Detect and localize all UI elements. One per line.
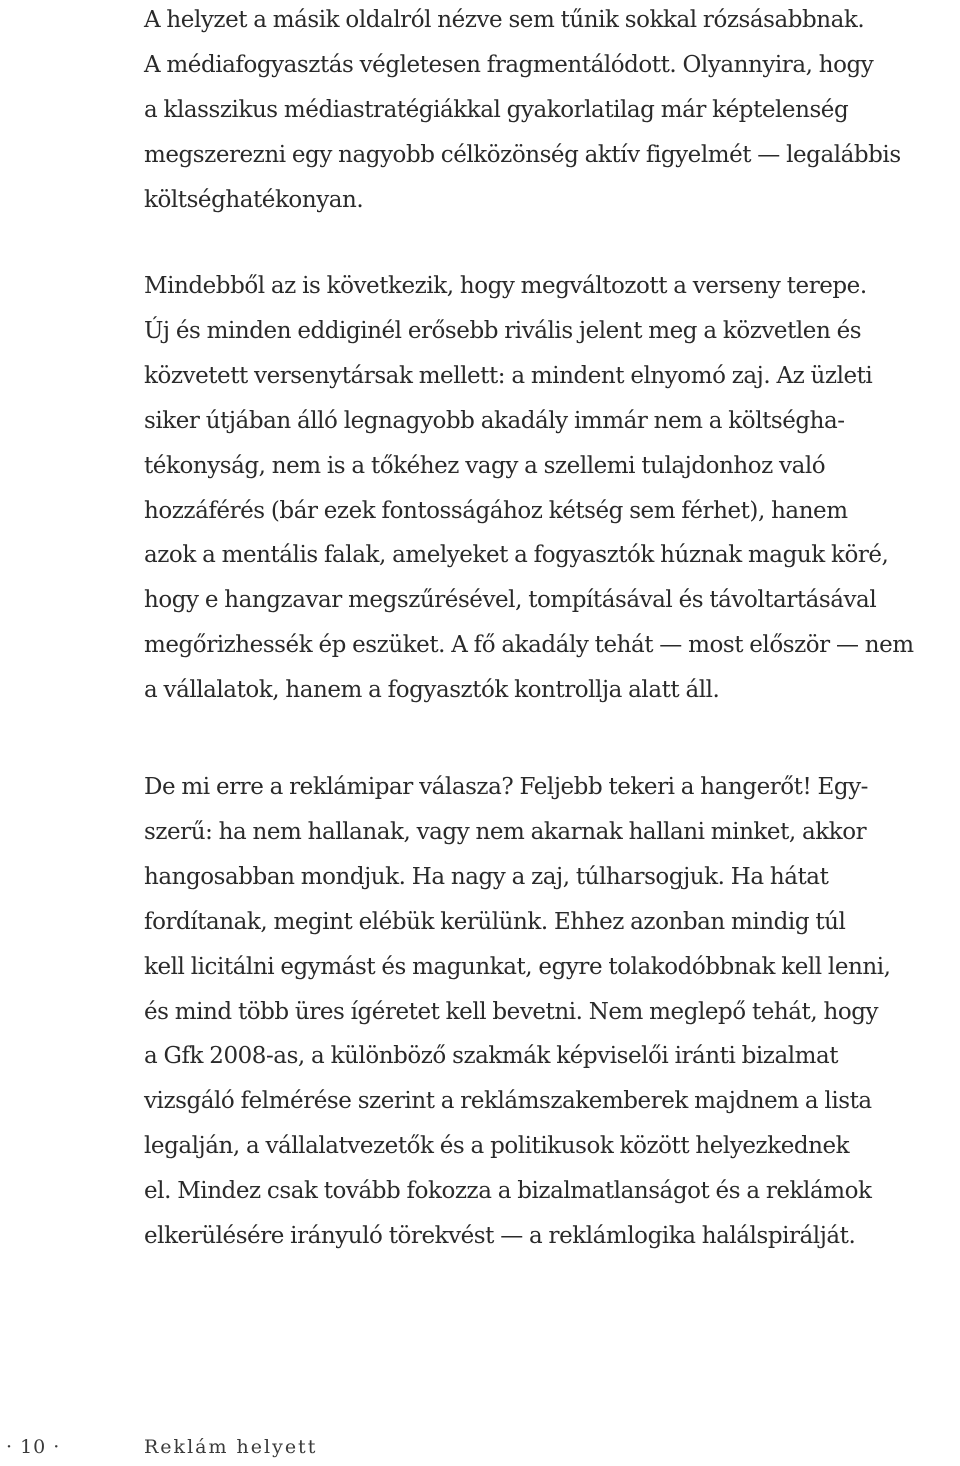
text-line: siker útjában álló legnagyobb akadály immár nem a költségha- [144,407,845,434]
text-line: legalján, a vállalatvezetők és a politikusok között helyezkednek [144,1133,850,1160]
text-line: hozzáférés (bár ezek fontosságához kétség sem férhet), hanem [144,497,848,524]
text-line: szerű: ha nem hallanak, vagy nem akarnak hallani minket, akkor [144,818,867,845]
text-line: fordítanak, megint elébük kerülünk. Ehhez azonban mindig túl [144,908,846,935]
text-line: Új és minden eddiginél erősebb rivális jelent meg a közvetlen és [144,317,862,344]
paragraph-2 [144,264,934,713]
page-number: · 10 · [6,1436,61,1458]
text-line: és mind több üres ígéretet kell bevetni. Nem meglepő tehát, hogy [144,998,879,1025]
text-line: tékonyság, nem is a tőkéhez vagy a szellemi tulajdonhoz való [144,452,826,479]
text-line: vizsgáló felmérése szerint a reklámszakemberek majdnem a lista [144,1088,872,1115]
running-title: Reklám helyett [144,1436,318,1458]
text-line: megszerezni egy nagyobb célközönség aktív figyelmét — legalábbis [144,141,901,168]
text-line: A helyzet a másik oldalról nézve sem tűnik sokkal rózsásabbnak. [144,7,865,33]
text-line: költséghatékonyan. [144,186,364,213]
text-line: elkerülésére irányuló törekvést — a reklámlogika halálspirálját. [144,1223,856,1250]
paragraph-3 [144,765,934,1259]
paragraph-1 [144,0,934,223]
text-line: hogy e hangzavar megszűrésével, tompításával és távoltartásával [144,587,877,614]
text-line: kell licitálni egymást és magunkat, egyre tolakodóbbnak kell lenni, [144,953,891,980]
text-line: azok a mentális falak, amelyeket a fogyasztók húznak maguk köré, [144,542,889,569]
page-footer [0,1436,960,1466]
text-line: A médiafogyasztás végletesen fragmentálódott. Olyannyira, hogy [144,51,874,78]
text-line: megőrizhessék ép eszüket. A fő akadály tehát — most először — nem [144,632,914,659]
text-line: a klasszikus médiastratégiákkal gyakorlatilag már képtelenség [144,96,849,123]
text-line: közvetett versenytársak mellett: a mindent elnyomó zaj. Az üzleti [144,362,873,389]
text-line: a vállalatok, hanem a fogyasztók kontrollja alatt áll. [144,677,720,704]
text-line: el. Mindez csak tovább fokozza a bizalmatlanságot és a reklámok [144,1178,872,1205]
text-line: De mi erre a reklámipar válasza? Feljebb tekeri a hangerőt! Egy- [144,774,868,800]
text-line: Mindebből az is következik, hogy megváltozott a verseny terepe. [144,273,867,299]
text-line: a Gfk 2008-as, a különböző szakmák képviselői iránti bizalmat [144,1043,839,1070]
text-line: hangosabban mondjuk. Ha nagy a zaj, túlharsogjuk. Ha hátat [144,863,829,890]
